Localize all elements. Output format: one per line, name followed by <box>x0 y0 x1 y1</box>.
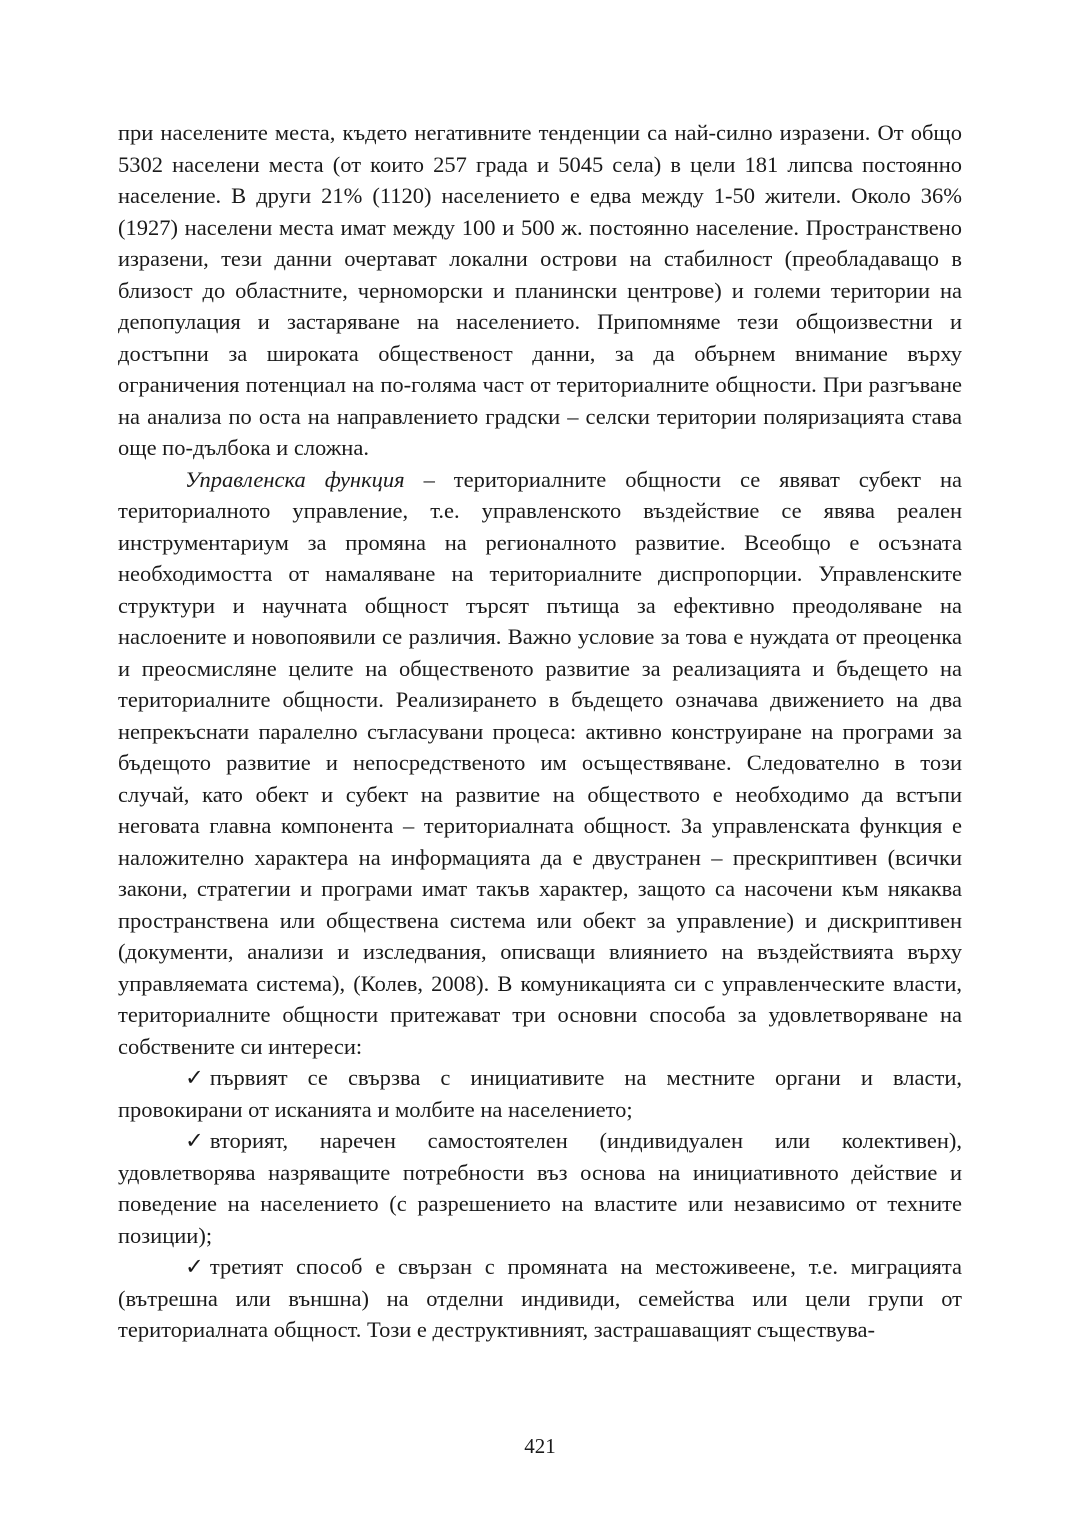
checkmark-icon: ✓ <box>185 1128 204 1153</box>
list-item-first <box>118 1062 962 1125</box>
list-item-text: третият способ е свързан с промяната на местоживеене, т.е. миграцията (вътрешна или външна) на отделни индивиди, семейства или цели групи от териториалната общност. Този е деструктивният, застрашаващият съществува- <box>118 1254 962 1342</box>
paragraph-management-function <box>118 464 962 1063</box>
list-item-text: вторият, наречен самостоятелен (индивидуален или колективен), удовлетворява назряващите потребности въз основа на инициативното действие и поведение на населението (с разрешението на властите или независимо от техните позиции); <box>118 1128 962 1248</box>
page-number: 421 <box>524 1434 556 1458</box>
paragraph-settlements <box>118 117 962 464</box>
list-item-third <box>118 1251 962 1346</box>
checkmark-icon: ✓ <box>185 1065 204 1090</box>
paragraph-text: – териториалните общности се явяват субект на териториалното управление, т.е. управленското въздействие се явява реален инструментариум за промяна на регионалното развитие. Всеобщо е осъзната необходимостта от намаляване на териториалните диспропорции. Управленските структури и научната общност търсят пътища за ефективно преодоляване на наслоените и новопоявили се различия. Важно условие за това е нуждата от преоценка и преосмисляне целите на общественото развитие за реализацията и бъдещето на териториалните общности. Реализирането в бъдещето означава движението на два непрекъснати паралелно съгласувани процеса: активно конструиране на програми за бъдещото развитие и непосредственото им осъществяване. Следователно в този случай, като обект и субект на развитие на обществото е необходимо да встъпи неговата главна компонента – териториалната общност. За управленската функция е наложително характера на информацията да е двустранен – прескриптивен (всички закони, стратегии и програми имат такъв характер, защото са насочени към някаква пространствена или обществена система или обект за управление) и дискриптивен (документи, анализи и изследвания, описващи влиянието на въздействията върху управляемата система), (Колев, 2008). В комуникацията си с управленческите власти, териториалните общности притежават три основни способа за удовлетворяване на собствените си интереси: <box>118 466 962 1059</box>
body-text <box>118 117 962 1346</box>
list-item-second <box>118 1125 962 1251</box>
paragraph-text: при населените места, където негативните тенденции са най-силно изразени. От общо 5302 населени места (от които 257 града и 5045 села) в цели 181 липсва постоянно население. В други 21% (1120) населението е едва между 1-50 жители. Около 36% (1927) населени места имат между 100 и 500 ж. постоянно население. Пространствено изразени, тези данни очертават локални острови на стабилност (преобладаващо в близост до областните, черноморски и планински центрове) и големи територии на депопулация и застаряване на населението. Припомняме тези общоизвестни и достъпни за широката общественост данни, за да обърнем внимание върху ограничения потенциал на по-голяма част от териториалните общности. При разгъване на анализа по оста на направлението градски – селски територии поляризацията става още по-дълбока и сложна. <box>118 120 962 460</box>
list-item-text: първият се свързва с инициативите на местните органи и власти, провокирани от исканията и молбите на населението; <box>118 1065 962 1122</box>
checkmark-icon: ✓ <box>185 1254 204 1279</box>
term-management-function: Управленска функция <box>185 466 405 492</box>
